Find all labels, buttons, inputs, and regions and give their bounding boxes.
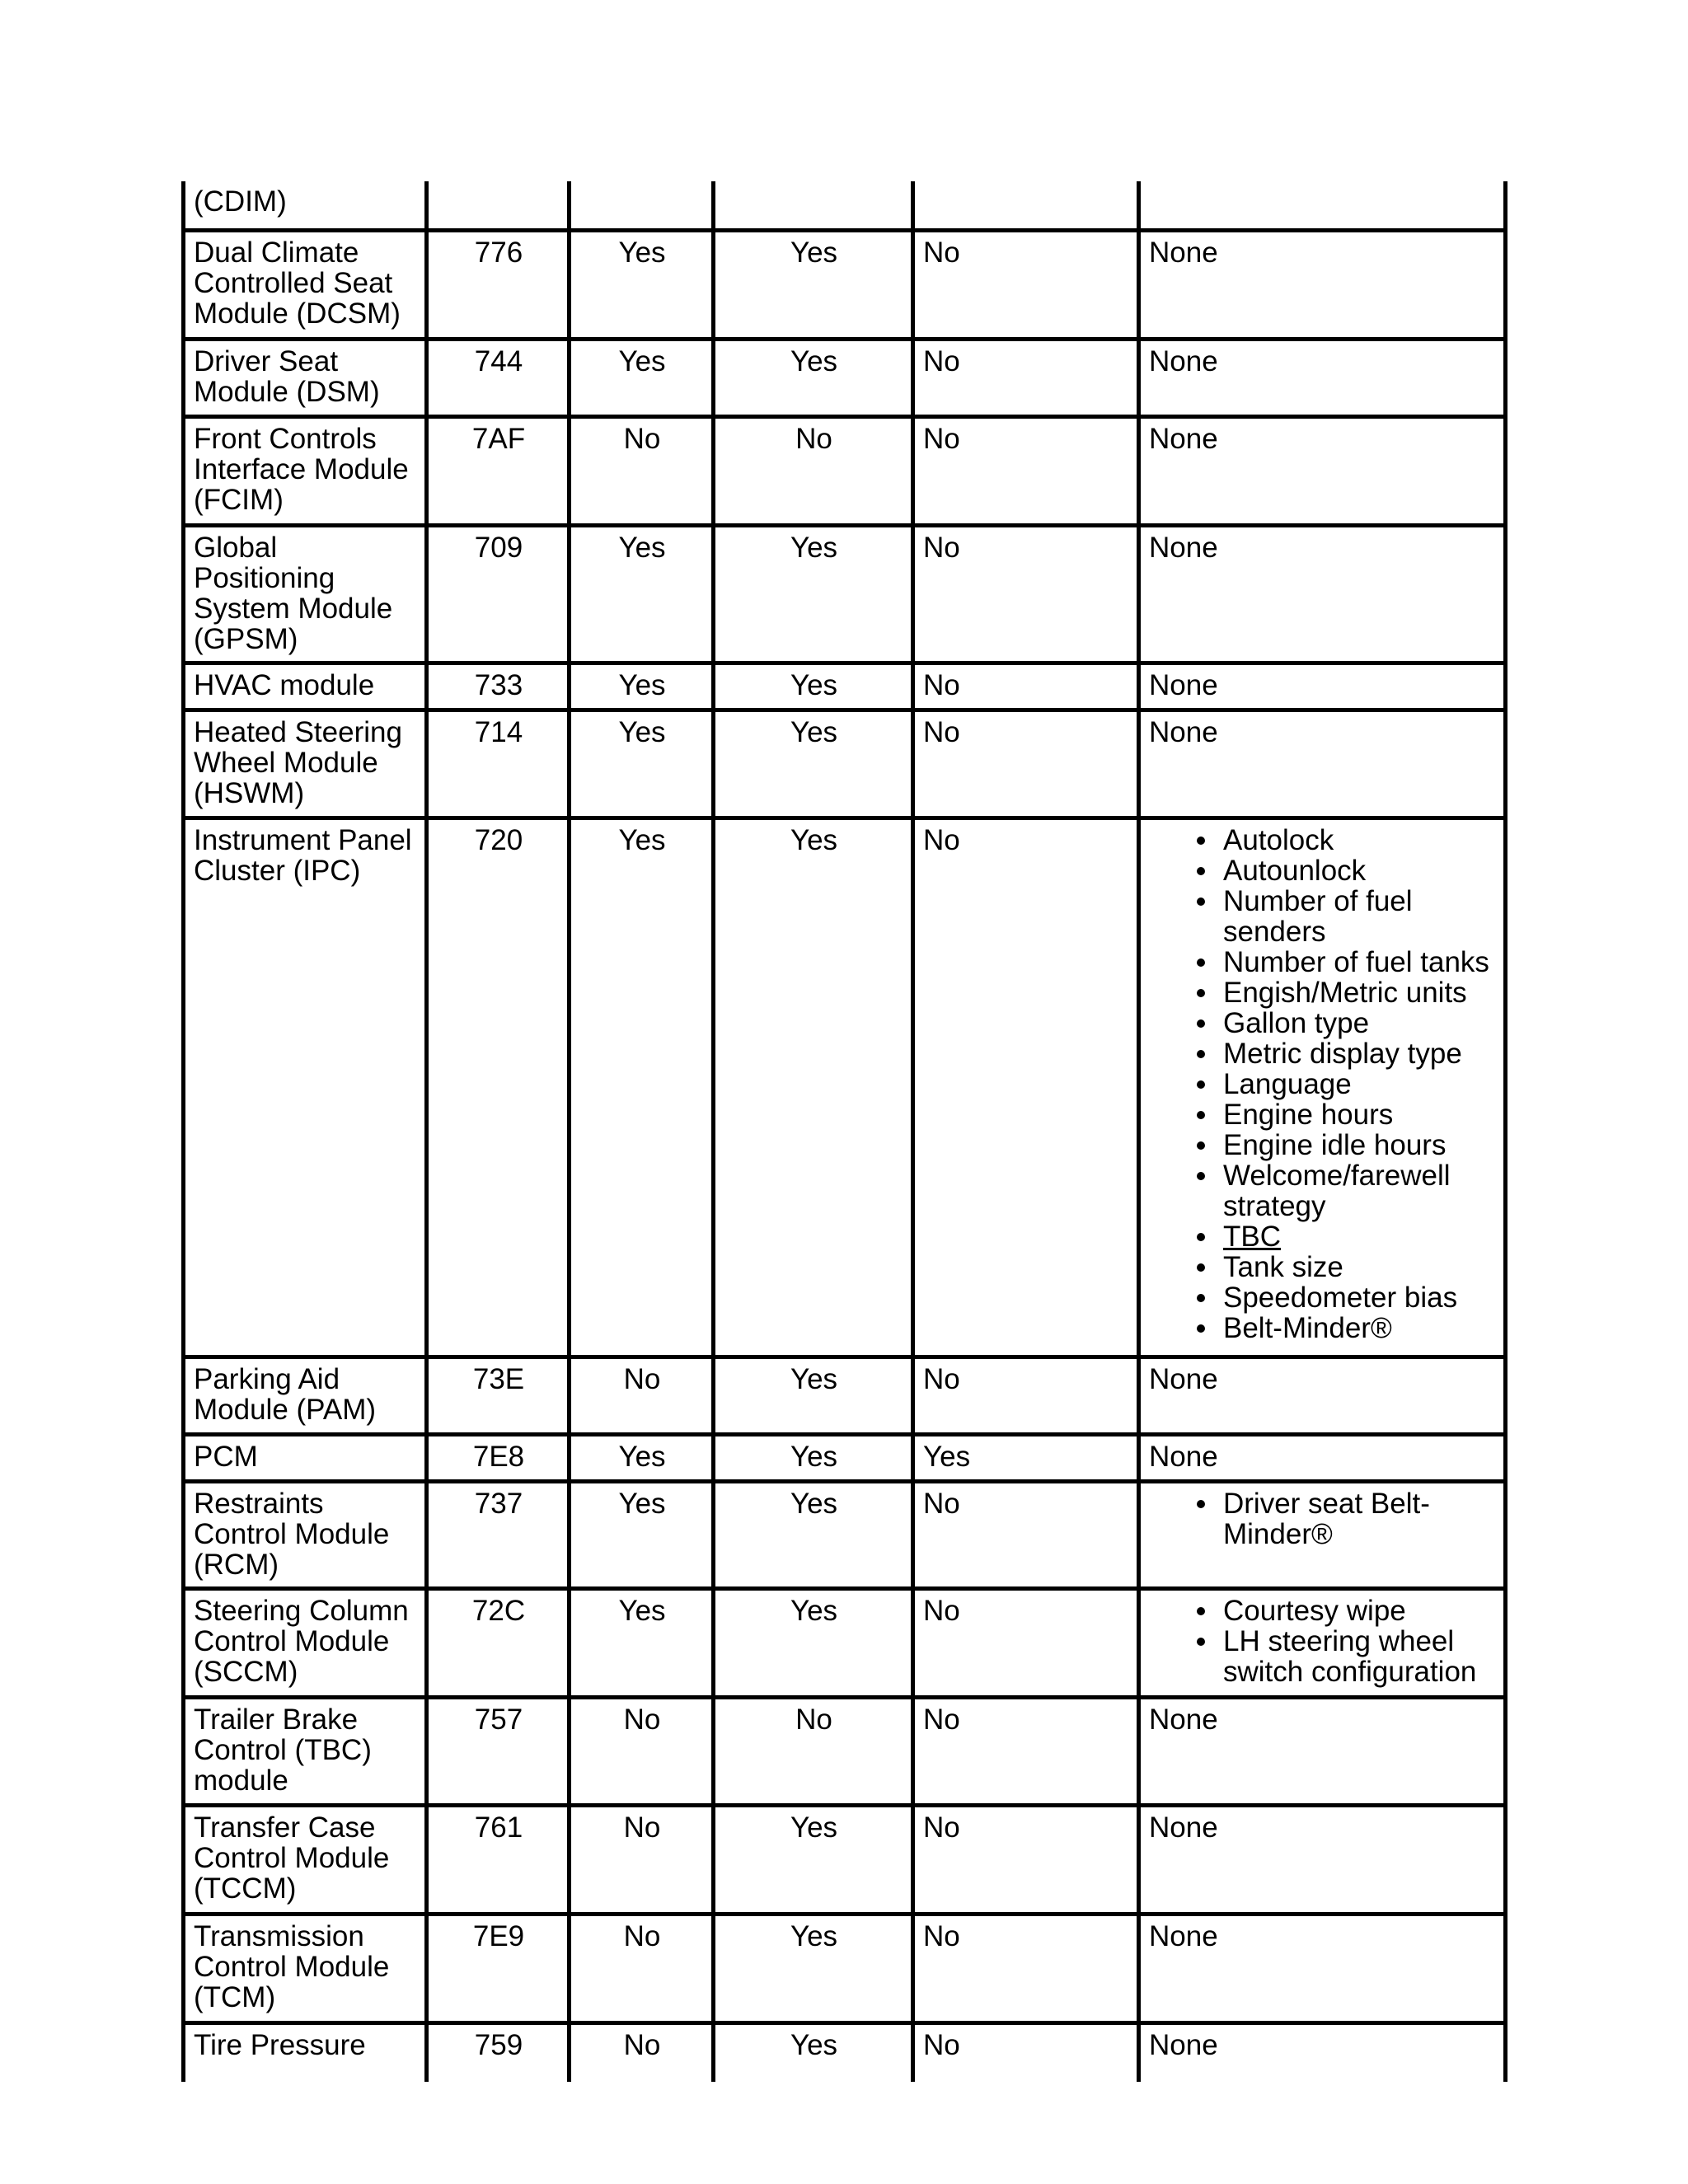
table-row (184, 1357, 1506, 1434)
table-row (184, 2022, 1506, 2082)
column-4-cell: Yes (714, 1588, 913, 1697)
configuration-cell (1139, 181, 1506, 230)
column-5-cell: No (913, 1697, 1139, 1805)
configuration-cell: None (1139, 416, 1506, 525)
column-4-cell: Yes (714, 710, 913, 818)
column-3-cell: No (570, 416, 714, 525)
module-name-cell: Driver Seat Module (DSM) (184, 339, 427, 416)
module-id-cell: 714 (427, 710, 570, 818)
configuration-cell: None (1139, 1805, 1506, 1914)
configuration-list (1149, 1596, 1497, 1687)
column-5-cell: No (913, 710, 1139, 818)
module-id-cell (427, 181, 570, 230)
list-item: Belt-Minder® (1223, 1313, 1497, 1343)
configuration-list (1149, 825, 1497, 1343)
module-id-cell: 776 (427, 230, 570, 339)
list-item: Speedometer bias (1223, 1282, 1497, 1313)
module-name-cell: Front Controls Interface Module (FCIM) (184, 416, 427, 525)
column-4-cell (714, 181, 913, 230)
list-item: Autounlock (1223, 855, 1497, 886)
module-id-cell: 744 (427, 339, 570, 416)
configuration-cell: None (1139, 339, 1506, 416)
column-5-cell: No (913, 230, 1139, 339)
table-row (184, 181, 1506, 230)
column-5-cell: No (913, 2022, 1139, 2082)
list-item: Number of fuel tanks (1223, 947, 1497, 977)
column-4-cell: Yes (714, 525, 913, 663)
list-item: Courtesy wipe (1223, 1596, 1497, 1626)
module-name-cell: Heated Steering Wheel Module (HSWM) (184, 710, 427, 818)
column-5-cell (913, 181, 1139, 230)
configuration-list (1149, 1488, 1497, 1549)
configuration-cell: None (1139, 230, 1506, 339)
column-5-cell: No (913, 525, 1139, 663)
column-5-cell: No (913, 1481, 1139, 1588)
module-name-cell: Restraints Control Module (RCM) (184, 1481, 427, 1588)
column-4-cell: Yes (714, 1357, 913, 1434)
column-3-cell: Yes (570, 663, 714, 710)
configuration-cell: None (1139, 663, 1506, 710)
column-4-cell: Yes (714, 1914, 913, 2022)
column-4-cell: Yes (714, 230, 913, 339)
table-row (184, 339, 1506, 416)
module-name-cell: Steering Column Control Module (SCCM) (184, 1588, 427, 1697)
column-4-cell: Yes (714, 1805, 913, 1914)
module-name-cell: Instrument Panel Cluster (IPC) (184, 818, 427, 1357)
module-id-cell: 7E8 (427, 1434, 570, 1481)
module-name-cell: Trailer Brake Control (TBC) module (184, 1697, 427, 1805)
table-row (184, 710, 1506, 818)
column-5-cell: No (913, 1914, 1139, 2022)
table-row (184, 1805, 1506, 1914)
list-item: Number of fuel senders (1223, 886, 1497, 947)
table-row (184, 1588, 1506, 1697)
configuration-cell (1139, 818, 1506, 1357)
module-id-cell: 72C (427, 1588, 570, 1697)
column-3-cell: No (570, 1357, 714, 1434)
column-4-cell: Yes (714, 818, 913, 1357)
table-row (184, 1697, 1506, 1805)
column-5-cell: No (913, 1357, 1139, 1434)
module-name-cell: Dual Climate Controlled Seat Module (DCSM) (184, 230, 427, 339)
column-4-cell: Yes (714, 1434, 913, 1481)
list-item: Gallon type (1223, 1008, 1497, 1038)
module-id-cell: 733 (427, 663, 570, 710)
configuration-cell: None (1139, 525, 1506, 663)
list-item: Engine idle hours (1223, 1130, 1497, 1160)
module-id-cell: 737 (427, 1481, 570, 1588)
configuration-cell: None (1139, 1357, 1506, 1434)
configuration-cell (1139, 1588, 1506, 1697)
list-item: Tank size (1223, 1252, 1497, 1282)
module-name-cell: Transmission Control Module (TCM) (184, 1914, 427, 2022)
module-id-cell: 709 (427, 525, 570, 663)
tbc-link[interactable]: TBC (1223, 1221, 1497, 1252)
table-row (184, 1914, 1506, 2022)
list-item: Autolock (1223, 825, 1497, 855)
module-id-cell: 7AF (427, 416, 570, 525)
list-item: Welcome/farewell strategy (1223, 1160, 1497, 1221)
module-id-cell: 759 (427, 2022, 570, 2082)
configuration-cell: None (1139, 1697, 1506, 1805)
column-3-cell: Yes (570, 339, 714, 416)
module-id-cell: 73E (427, 1357, 570, 1434)
column-5-cell: Yes (913, 1434, 1139, 1481)
configuration-cell (1139, 1481, 1506, 1588)
list-item: Metric display type (1223, 1038, 1497, 1069)
configuration-cell: None (1139, 1434, 1506, 1481)
list-item: LH steering wheel switch configuration (1223, 1626, 1497, 1687)
table-row (184, 1481, 1506, 1588)
module-id-cell: 761 (427, 1805, 570, 1914)
column-5-cell: No (913, 663, 1139, 710)
column-4-cell: No (714, 416, 913, 525)
list-item: Driver seat Belt-Minder® (1223, 1488, 1497, 1549)
module-id-cell: 720 (427, 818, 570, 1357)
table-row (184, 230, 1506, 339)
list-item: Engish/Metric units (1223, 977, 1497, 1008)
column-3-cell (570, 181, 714, 230)
module-name-cell: Transfer Case Control Module (TCCM) (184, 1805, 427, 1914)
column-3-cell: No (570, 2022, 714, 2082)
module-name-cell: (CDIM) (184, 181, 427, 230)
column-4-cell: No (714, 1697, 913, 1805)
column-4-cell: Yes (714, 339, 913, 416)
table-row (184, 416, 1506, 525)
module-name-cell: HVAC module (184, 663, 427, 710)
column-3-cell: Yes (570, 710, 714, 818)
column-5-cell: No (913, 416, 1139, 525)
module-name-cell: Global Positioning System Module (GPSM) (184, 525, 427, 663)
column-4-cell: Yes (714, 2022, 913, 2082)
column-3-cell: Yes (570, 1434, 714, 1481)
module-configuration-table (181, 181, 1507, 2082)
column-3-cell: No (570, 1914, 714, 2022)
configuration-cell: None (1139, 2022, 1506, 2082)
column-5-cell: No (913, 1588, 1139, 1697)
configuration-cell: None (1139, 1914, 1506, 2022)
list-item: Language (1223, 1069, 1497, 1099)
column-4-cell: Yes (714, 663, 913, 710)
column-5-cell: No (913, 818, 1139, 1357)
configuration-cell: None (1139, 710, 1506, 818)
module-id-cell: 7E9 (427, 1914, 570, 2022)
column-4-cell: Yes (714, 1481, 913, 1588)
column-5-cell: No (913, 1805, 1139, 1914)
column-3-cell: Yes (570, 1588, 714, 1697)
table-row (184, 818, 1506, 1357)
table-row (184, 663, 1506, 710)
column-3-cell: Yes (570, 525, 714, 663)
table-row (184, 1434, 1506, 1481)
column-3-cell: Yes (570, 230, 714, 339)
module-name-cell: Tire Pressure (184, 2022, 427, 2082)
list-item: Engine hours (1223, 1099, 1497, 1130)
column-3-cell: No (570, 1805, 714, 1914)
module-name-cell: Parking Aid Module (PAM) (184, 1357, 427, 1434)
module-id-cell: 757 (427, 1697, 570, 1805)
column-3-cell: No (570, 1697, 714, 1805)
column-3-cell: Yes (570, 818, 714, 1357)
module-name-cell: PCM (184, 1434, 427, 1481)
column-5-cell: No (913, 339, 1139, 416)
column-3-cell: Yes (570, 1481, 714, 1588)
table-row (184, 525, 1506, 663)
